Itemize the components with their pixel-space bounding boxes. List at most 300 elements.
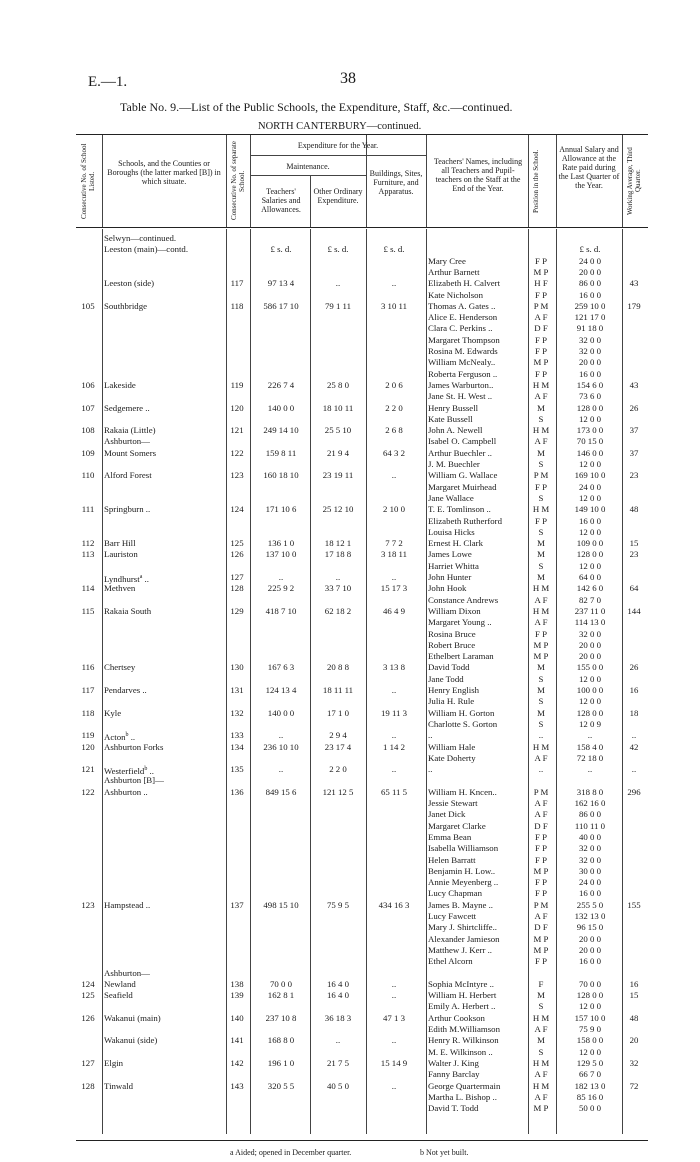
- teachers-salaries: 124 13 4: [265, 685, 297, 695]
- school-name: Mount Somers: [104, 447, 157, 458]
- teacher-name: James Warburton..: [428, 379, 494, 390]
- school-name: Acton$^b$ ..: [104, 732, 136, 743]
- table-body: [76, 229, 648, 1134]
- table-bottom-rule: [76, 1140, 648, 1141]
- teacher-name: Walter J. King: [428, 1057, 479, 1068]
- position: M P: [533, 944, 549, 955]
- row-no: 126: [81, 1012, 95, 1023]
- other-expenditure: 20 8 8: [327, 662, 349, 673]
- salary: 100 0 0: [576, 685, 604, 695]
- table-row: [76, 730, 648, 741]
- salary: 149 10 0: [574, 504, 606, 515]
- position: S: [538, 718, 544, 729]
- table-row: [76, 1001, 648, 1012]
- teacher-name: Isabel O. Campbell: [428, 436, 497, 447]
- buildings: 15 14 9: [380, 1057, 408, 1068]
- row-no: 107: [81, 402, 95, 413]
- teacher-name: Sophia McIntyre ..: [428, 978, 494, 989]
- row-no: 119: [81, 730, 95, 741]
- table-row: [76, 674, 648, 685]
- working-average: 296: [627, 786, 641, 797]
- teacher-name: Constance Andrews: [428, 594, 499, 605]
- teacher-name: Kate Doherty: [428, 752, 476, 763]
- position: D F: [534, 323, 548, 334]
- other-expenditure: ..: [335, 572, 341, 582]
- table-row: [76, 843, 648, 854]
- salary: 169 10 0: [574, 470, 606, 481]
- table-row: [76, 922, 648, 933]
- table-row: [76, 708, 648, 719]
- table-row: [76, 436, 648, 447]
- salary: ..: [587, 730, 593, 741]
- separate-no: 138: [230, 978, 244, 989]
- separate-no: 127: [230, 572, 244, 582]
- school-name: Springburn ..: [104, 504, 151, 515]
- separate-no: 122: [230, 447, 244, 458]
- school-name: Ashburton—: [104, 436, 150, 447]
- row-no: 113: [81, 549, 95, 560]
- salary: 128 0 0: [576, 707, 604, 718]
- position: S: [538, 413, 544, 424]
- salary: 182 13 0: [574, 1080, 606, 1091]
- position: H M: [532, 1057, 550, 1068]
- working-average: 144: [627, 605, 641, 616]
- school-name: Ashburton—: [104, 967, 150, 978]
- teachers-salaries: 236 10 10: [263, 741, 299, 752]
- teachers-salaries: 225 9 2: [267, 583, 295, 594]
- position: A F: [534, 911, 548, 921]
- teacher-name: Emma Bean: [428, 831, 472, 842]
- teachers-salaries: 70 0 0: [270, 978, 292, 989]
- header-buildings: Buildings, Sites, Furniture, and Apparatus.: [369, 169, 423, 196]
- position: ..: [538, 730, 544, 741]
- table-row: [76, 911, 648, 922]
- salary: ..: [587, 764, 593, 775]
- buildings: 1 14 2: [383, 741, 405, 752]
- separate-no: 126: [230, 549, 244, 560]
- school-name: Kyle: [104, 707, 122, 718]
- row-no: 112: [81, 538, 95, 549]
- table-row: [76, 629, 648, 640]
- salary: 24 0 0: [579, 877, 601, 888]
- teachers-salaries: 159 8 11: [265, 447, 297, 458]
- other-expenditure: ..: [335, 278, 341, 289]
- table-row: [76, 662, 648, 673]
- working-average: 42: [629, 741, 639, 752]
- teacher-name: T. E. Tomlinson ..: [428, 504, 491, 515]
- teachers-salaries: 97 13 4: [267, 278, 295, 289]
- teacher-name: Roberta Ferguson ..: [428, 368, 498, 379]
- school-name: Elgin: [104, 1057, 124, 1068]
- school-name: Sedgemere ..: [104, 402, 150, 413]
- table-row: [76, 233, 648, 244]
- buildings: 2 10 0: [383, 504, 405, 515]
- separate-no: 134: [230, 741, 244, 752]
- position: F P: [535, 346, 547, 356]
- working-average: 64: [629, 583, 639, 594]
- teachers-salaries: 171 10 6: [265, 504, 297, 515]
- salary: 82 7 0: [579, 594, 601, 605]
- teacher-name: Charlotte S. Gorton: [428, 718, 498, 729]
- other-expenditure: 40 5 0: [327, 1080, 349, 1091]
- table-row: [76, 798, 648, 809]
- table-row: [76, 968, 648, 979]
- teacher-name: J. M. Buechler: [428, 459, 480, 469]
- buildings: 2 2 0: [385, 402, 403, 413]
- position: H M: [532, 741, 550, 752]
- teacher-name: Kate Nicholson: [428, 289, 483, 300]
- separate-no: 119: [230, 379, 244, 390]
- teacher-name: Henry R. Wilkinson: [428, 1035, 499, 1046]
- table-row: [76, 787, 648, 798]
- header-maintenance: Maintenance.: [286, 162, 330, 171]
- salary: 20 0 0: [579, 651, 601, 662]
- teacher-name: Lucy Fawcett: [428, 911, 477, 921]
- position: F P: [535, 334, 547, 345]
- salary: 114 13 0: [574, 617, 606, 628]
- teachers-salaries: 498 15 10: [263, 899, 299, 910]
- table-row: [76, 753, 648, 764]
- buildings: ..: [391, 572, 397, 582]
- separate-no: 123: [230, 470, 244, 481]
- teacher-name: ..: [428, 764, 433, 775]
- position: M: [537, 549, 545, 560]
- school-name: Chertsey: [104, 662, 136, 673]
- separate-no: 136: [230, 786, 244, 797]
- other-expenditure: 16 4 0: [327, 990, 349, 1001]
- position: F P: [535, 843, 547, 854]
- table-row: [76, 380, 648, 391]
- row-no: 121: [81, 764, 95, 775]
- table-row: [76, 572, 648, 583]
- position: A F: [534, 391, 548, 402]
- table-row: [76, 945, 648, 956]
- row-no: 105: [81, 300, 95, 311]
- table-row: [76, 312, 648, 323]
- buildings: ..: [391, 990, 397, 1001]
- table-row: [76, 346, 648, 357]
- working-average: ..: [631, 764, 637, 775]
- school-name: Leeston (main)—contd.: [104, 244, 189, 255]
- working-average: 26: [629, 662, 639, 673]
- teacher-name: Elizabeth H. Calvert: [428, 278, 501, 289]
- teacher-name: Martha L. Bishop ..: [428, 1091, 497, 1102]
- salary: 96 15 0: [576, 922, 604, 933]
- table-row: [76, 369, 648, 380]
- teacher-name: Alice E. Henderson: [428, 312, 498, 323]
- teacher-name: Janet Dick: [428, 809, 466, 820]
- teacher-name: Ethel Alcorn: [428, 956, 473, 967]
- buildings: 15 17 3: [380, 583, 408, 594]
- salary: 109 0 0: [576, 538, 604, 549]
- salary: 128 0 0: [576, 549, 604, 560]
- table-row: [76, 470, 648, 481]
- position: A F: [534, 752, 548, 763]
- teacher-name: Annie Meyenberg ..: [428, 877, 499, 888]
- position: M: [537, 538, 545, 549]
- working-average: 43: [629, 278, 639, 289]
- position: M P: [533, 933, 549, 944]
- position: H M: [532, 379, 550, 390]
- teacher-name: William Dixon: [428, 605, 481, 616]
- row-no: 109: [81, 447, 95, 458]
- salary: 121 17 0: [574, 312, 606, 323]
- position: F P: [535, 368, 547, 379]
- teacher-name: Helen Barratt: [428, 854, 476, 865]
- teachers-salaries: 167 6 3: [267, 662, 295, 673]
- salary: 12 0 0: [579, 492, 601, 503]
- salary: 12 0 0: [579, 673, 601, 684]
- row-no: 124: [81, 978, 95, 989]
- salary: 173 0 0: [576, 425, 604, 436]
- position: M P: [533, 266, 549, 277]
- separate-no: 130: [230, 662, 244, 673]
- salary: 157 10 0: [574, 1012, 606, 1023]
- other-expenditure: 2 9 4: [329, 730, 347, 741]
- position: M P: [533, 651, 549, 662]
- position: A F: [534, 436, 548, 447]
- other-expenditure: 16 4 0: [327, 978, 349, 989]
- salary: 12 0 0: [579, 1001, 601, 1012]
- salary: 128 0 0: [576, 990, 604, 1001]
- row-no: 127: [81, 1057, 95, 1068]
- position: A F: [534, 1024, 548, 1034]
- table-row: [76, 425, 648, 436]
- teacher-name: ..: [428, 730, 433, 741]
- working-average: 20: [629, 1035, 639, 1046]
- working-average: 48: [629, 504, 639, 515]
- working-average: 15: [629, 990, 639, 1001]
- salary: 32 0 0: [579, 628, 601, 639]
- school-name: Lauriston: [104, 549, 138, 560]
- table-row: [76, 301, 648, 312]
- position: S: [538, 1001, 544, 1012]
- other-expenditure: 36 18 3: [324, 1012, 352, 1023]
- separate-no: 143: [230, 1080, 244, 1091]
- salary: 73 6 0: [579, 391, 601, 402]
- separate-no: 118: [230, 300, 244, 311]
- other-expenditure: 23 19 11: [322, 470, 354, 481]
- salary: 50 0 0: [579, 1103, 601, 1114]
- salary: 16 0 0: [579, 289, 601, 300]
- table-row: [76, 459, 648, 470]
- salary: 146 0 0: [576, 447, 604, 458]
- teacher-name: Margaret Muirhead: [428, 481, 497, 492]
- table-row: [76, 1081, 648, 1092]
- row-no: 114: [81, 583, 95, 594]
- teacher-name: Jane Todd: [428, 673, 464, 684]
- table-row: [76, 606, 648, 617]
- table-row: [76, 696, 648, 707]
- position: F: [538, 978, 544, 989]
- teacher-name: Margaret Thompson: [428, 334, 500, 345]
- row-no: 118: [81, 707, 95, 718]
- table-row: [76, 719, 648, 730]
- teacher-name: Margaret Young ..: [428, 617, 492, 628]
- teachers-salaries: 237 10 8: [265, 1012, 297, 1023]
- table-row: [76, 617, 648, 628]
- position: H M: [532, 425, 550, 436]
- other-expenditure: 25 12 10: [322, 504, 354, 515]
- teachers-salaries: ..: [278, 572, 284, 582]
- table-row: [76, 651, 648, 662]
- table-row: [76, 956, 648, 967]
- separate-no: 133: [230, 730, 244, 741]
- teacher-name: John A. Newell: [428, 425, 483, 436]
- position: M P: [533, 1103, 549, 1114]
- position: H M: [532, 605, 550, 616]
- school-name: Lakeside: [104, 379, 136, 390]
- row-no: 128: [81, 1080, 95, 1091]
- school-name: Selwyn—continued.: [104, 233, 177, 243]
- teachers-salaries: 849 15 6: [265, 786, 297, 797]
- salary: 12 0 0: [579, 413, 601, 424]
- working-average: ..: [631, 730, 637, 741]
- other-expenditure: 18 11 11: [322, 685, 354, 695]
- row-no: 116: [81, 662, 95, 673]
- position: A F: [534, 1069, 548, 1080]
- table-row: [76, 482, 648, 493]
- teachers-salaries: £ s. d.: [270, 244, 292, 255]
- position: S: [538, 459, 544, 469]
- header-separate-no: Consecutive No. of separate School.: [230, 141, 246, 221]
- row-no: 117: [81, 685, 95, 695]
- table-row: [76, 1013, 648, 1024]
- table-row: [76, 538, 648, 549]
- separate-no: 142: [230, 1057, 244, 1068]
- salary: 162 16 0: [574, 798, 606, 808]
- table-row: [76, 685, 648, 696]
- position: P M: [533, 899, 549, 910]
- other-expenditure: £ s. d.: [327, 244, 349, 255]
- buildings: ..: [391, 1035, 397, 1046]
- buildings: ..: [391, 764, 397, 775]
- school-name: Leeston (side): [104, 278, 155, 289]
- teacher-name: Matthew J. Kerr ..: [428, 944, 493, 955]
- salary: 30 0 0: [579, 865, 601, 876]
- table-row: [76, 516, 648, 527]
- position: M: [537, 685, 545, 695]
- salary: 86 0 0: [579, 809, 601, 820]
- salary: 32 0 0: [579, 346, 601, 356]
- position: H M: [532, 504, 550, 515]
- position: A F: [534, 594, 548, 605]
- separate-no: 120: [230, 402, 244, 413]
- table-row: [76, 1024, 648, 1035]
- table-row: [76, 1103, 648, 1114]
- teacher-name: Jane Wallace: [428, 492, 474, 503]
- row-no: 108: [81, 425, 95, 436]
- teacher-name: David T. Todd: [428, 1103, 479, 1114]
- separate-no: 140: [230, 1012, 244, 1023]
- header-schools: Schools, and the Counties or Boroughs (the latter marked [B]) in which situate.: [107, 159, 221, 186]
- position: S: [538, 673, 544, 684]
- working-average: 155: [627, 899, 641, 910]
- position: P M: [533, 786, 549, 797]
- table-row: [76, 549, 648, 560]
- working-average: 37: [629, 447, 639, 458]
- separate-no: 121: [230, 425, 244, 436]
- salary: 12 0 0: [579, 1046, 601, 1057]
- school-name: Southbridge: [104, 300, 148, 311]
- teachers-salaries: 586 17 10: [263, 300, 299, 311]
- table-row: [76, 877, 648, 888]
- other-expenditure: ..: [335, 1035, 341, 1046]
- footnote-b: b Not yet built.: [420, 1148, 469, 1157]
- table-row: [76, 821, 648, 832]
- buildings: ..: [391, 470, 397, 481]
- salary: 75 9 0: [579, 1024, 601, 1034]
- position: M: [537, 447, 545, 458]
- table-row: [76, 278, 648, 289]
- working-average: 15: [629, 538, 639, 549]
- table-row: [76, 855, 648, 866]
- teacher-name: Clara C. Perkins ..: [428, 323, 493, 334]
- position: A F: [534, 798, 548, 808]
- teacher-name: Fanny Barclay: [428, 1069, 480, 1080]
- table-row: [76, 742, 648, 753]
- table-row: [76, 934, 648, 945]
- teacher-name: Arthur Cookson: [428, 1012, 485, 1023]
- teacher-name: Mary Cree: [428, 255, 466, 266]
- salary: 72 18 0: [576, 752, 604, 763]
- working-average: 26: [629, 402, 639, 413]
- position: P M: [533, 300, 549, 311]
- salary: 16 0 0: [579, 368, 601, 379]
- salary: 12 0 0: [579, 526, 601, 537]
- salary: 12 0 9: [579, 718, 601, 729]
- table-row: [76, 775, 648, 786]
- school-name: Ashburton Forks: [104, 741, 164, 752]
- teacher-name: Alexander Jamieson: [428, 933, 500, 944]
- table-row: [76, 1035, 648, 1046]
- teacher-name: Thomas A. Gates ..: [428, 300, 496, 311]
- position: P M: [533, 470, 549, 481]
- table-row: [76, 595, 648, 606]
- school-name: Ashburton [B]—: [104, 775, 164, 786]
- row-no: 115: [81, 605, 95, 616]
- salary: 32 0 0: [579, 334, 601, 345]
- table-row: [76, 357, 648, 368]
- school-name: Newland: [104, 978, 136, 989]
- teacher-name: M. E. Wilkinson ..: [428, 1046, 493, 1057]
- teacher-name: Lucy Chapman: [428, 888, 482, 899]
- school-name: Ashburton ..: [104, 786, 148, 797]
- salary: £ s. d.: [579, 244, 601, 255]
- buildings: ..: [391, 1080, 397, 1091]
- table-row: [76, 764, 648, 775]
- other-expenditure: 21 9 4: [327, 447, 349, 458]
- table-row: [76, 504, 648, 515]
- other-expenditure: 2 2 0: [329, 764, 347, 775]
- buildings: 434 16 3: [378, 899, 410, 910]
- salary: 20 0 0: [579, 639, 601, 650]
- table-row: [76, 391, 648, 402]
- teacher-name: William McNealy..: [428, 357, 496, 368]
- other-expenditure: 62 18 2: [324, 605, 352, 616]
- row-no: 120: [81, 741, 95, 752]
- teacher-name: William H. Herbert: [428, 990, 497, 1001]
- working-average: 43: [629, 379, 639, 390]
- table-row: [76, 267, 648, 278]
- position: M: [537, 572, 545, 582]
- position: F P: [535, 888, 547, 899]
- teacher-name: Isabella Williamson: [428, 843, 499, 854]
- teachers-salaries: 140 0 0: [267, 402, 295, 413]
- position: F P: [535, 956, 547, 967]
- position: H F: [534, 278, 548, 289]
- position: F P: [535, 628, 547, 639]
